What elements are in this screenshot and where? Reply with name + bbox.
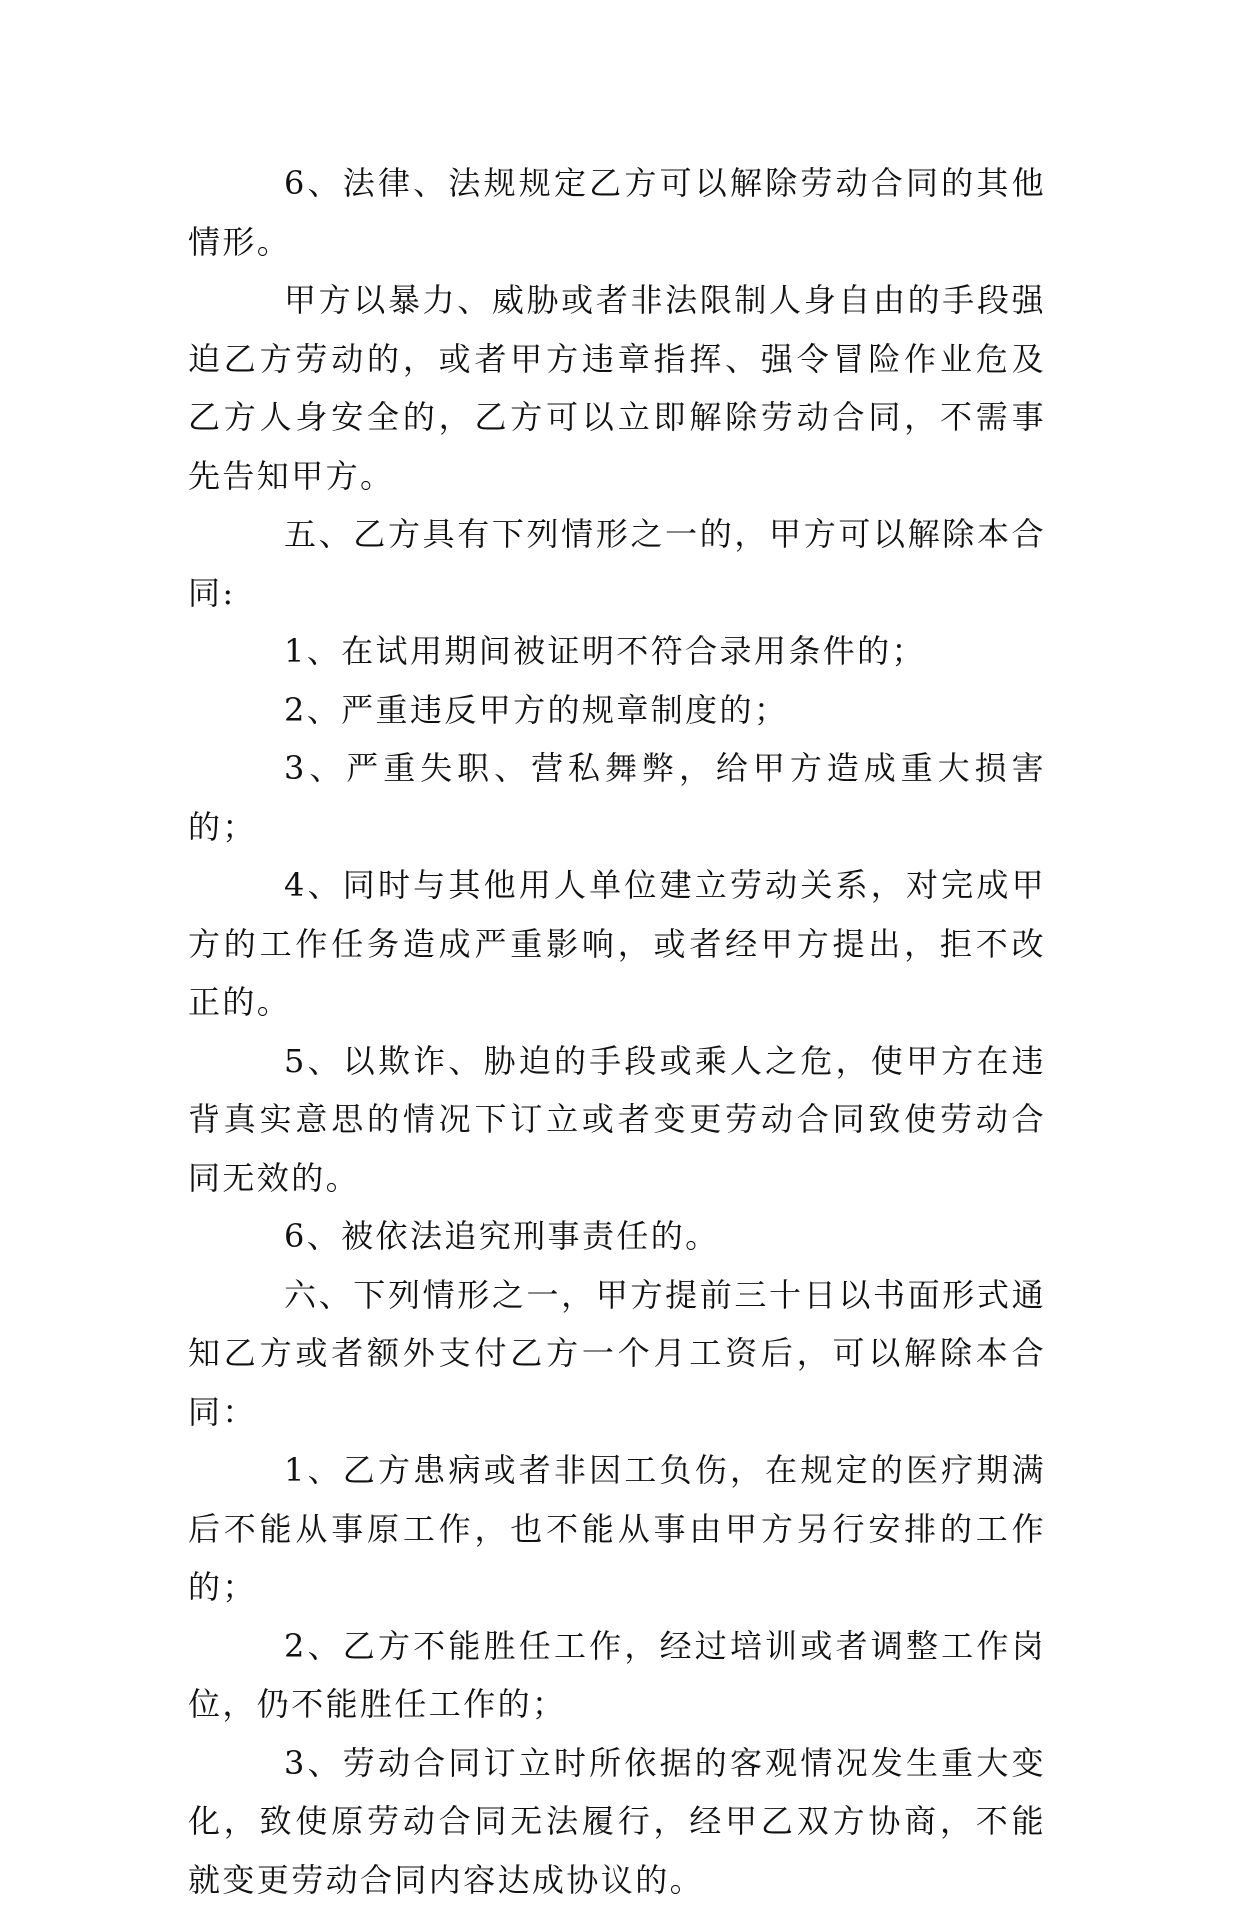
paragraph-section-5-item-3: 3、严重失职、营私舞弊，给甲方造成重大损害的； bbox=[188, 739, 1046, 856]
paragraph-section-5-item-1: 1、在试用期间被证明不符合录用条件的； bbox=[188, 622, 1046, 681]
paragraph-section-6-item-2: 2、乙方不能胜任工作，经过培训或者调整工作岗位，仍不能胜任工作的； bbox=[188, 1617, 1046, 1734]
paragraph-section-5-item-5: 5、以欺诈、胁迫的手段或乘人之危，使甲方在违背真实意思的情况下订立或者变更劳动合同致使劳动合同无效的。 bbox=[188, 1032, 1046, 1208]
paragraph-section-5-heading: 五、乙方具有下列情形之一的，甲方可以解除本合同: bbox=[188, 505, 1046, 622]
paragraph-clause-6-other-circumstances: 6、法律、法规规定乙方可以解除劳动合同的其他情形。 bbox=[188, 154, 1046, 271]
paragraph-immediate-termination: 甲方以暴力、威胁或者非法限制人身自由的手段强迫乙方劳动的，或者甲方违章指挥、强令冒险作业危及乙方人身安全的，乙方可以立即解除劳动合同，不需事先告知甲方。 bbox=[188, 271, 1046, 505]
paragraph-section-5-item-2: 2、严重违反甲方的规章制度的； bbox=[188, 681, 1046, 740]
paragraph-section-6-item-3: 3、劳动合同订立时所依据的客观情况发生重大变化，致使原劳动合同无法履行，经甲乙双方协商，不能就变更劳动合同内容达成协议的。 bbox=[188, 1734, 1046, 1909]
paragraph-section-6-heading: 六、下列情形之一，甲方提前三十日以书面形式通知乙方或者额外支付乙方一个月工资后，可以解除本合同： bbox=[188, 1266, 1046, 1442]
paragraph-section-5-item-4: 4、同时与其他用人单位建立劳动关系，对完成甲方的工作任务造成严重影响，或者经甲方提出，拒不改正的。 bbox=[188, 856, 1046, 1032]
paragraph-section-5-item-6: 6、被依法追究刑事责任的。 bbox=[188, 1207, 1046, 1266]
document-body bbox=[188, 154, 1046, 1909]
paragraph-section-6-item-1: 1、乙方患病或者非因工负伤，在规定的医疗期满后不能从事原工作，也不能从事由甲方另行安排的工作的； bbox=[188, 1441, 1046, 1617]
